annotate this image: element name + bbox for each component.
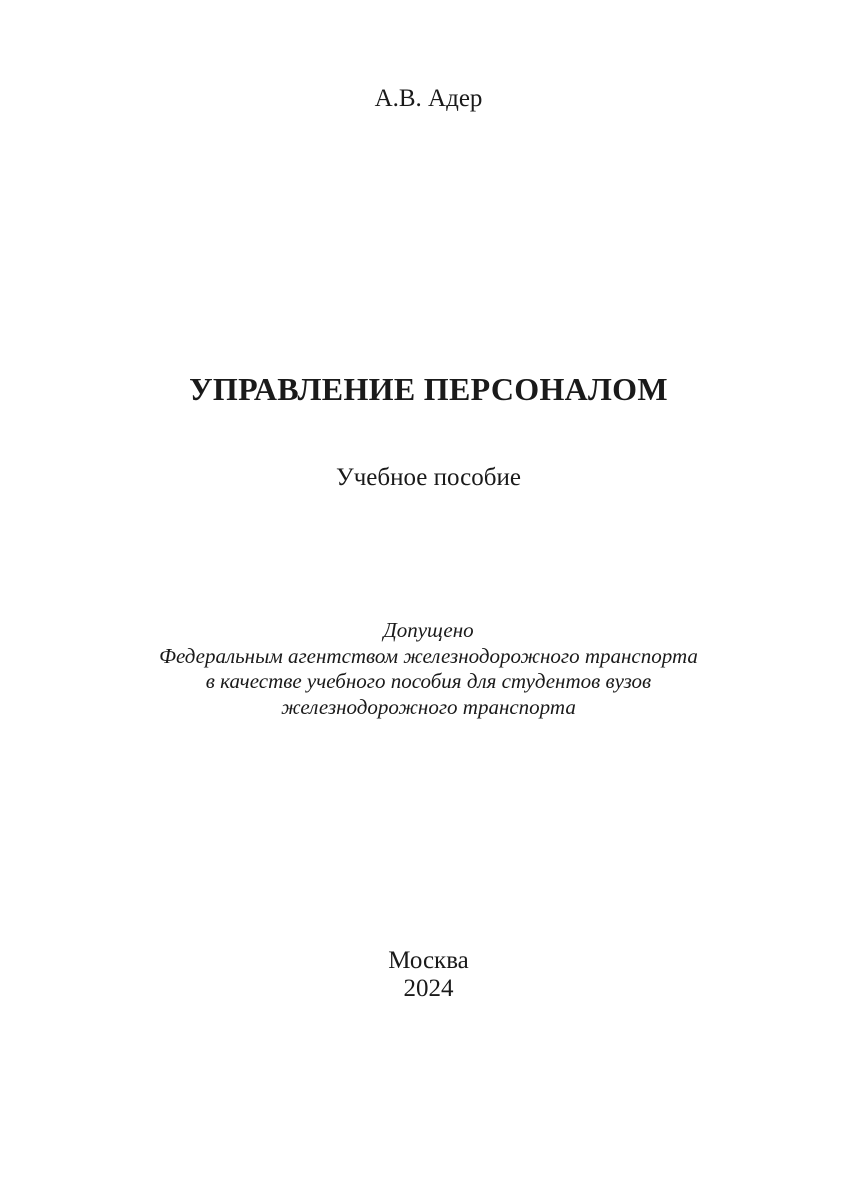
approval-line: Федеральным агентством железнодорожного транспорта (159, 643, 698, 668)
book-subtitle: Учебное пособие (336, 464, 521, 491)
approval-notice (0, 618, 857, 720)
approval-line: железнодорожного транспорта (281, 694, 576, 719)
approval-line: Допущено (383, 618, 474, 642)
publication-year: 2024 (403, 975, 454, 1002)
author-name: А.В. Адер (374, 85, 483, 112)
publication-city: Москва (388, 947, 469, 974)
book-title: УПРАВЛЕНИЕ ПЕРСОНАЛОМ (189, 371, 668, 407)
approval-line: в качестве учебного пособия для студентов вузов (205, 669, 652, 693)
